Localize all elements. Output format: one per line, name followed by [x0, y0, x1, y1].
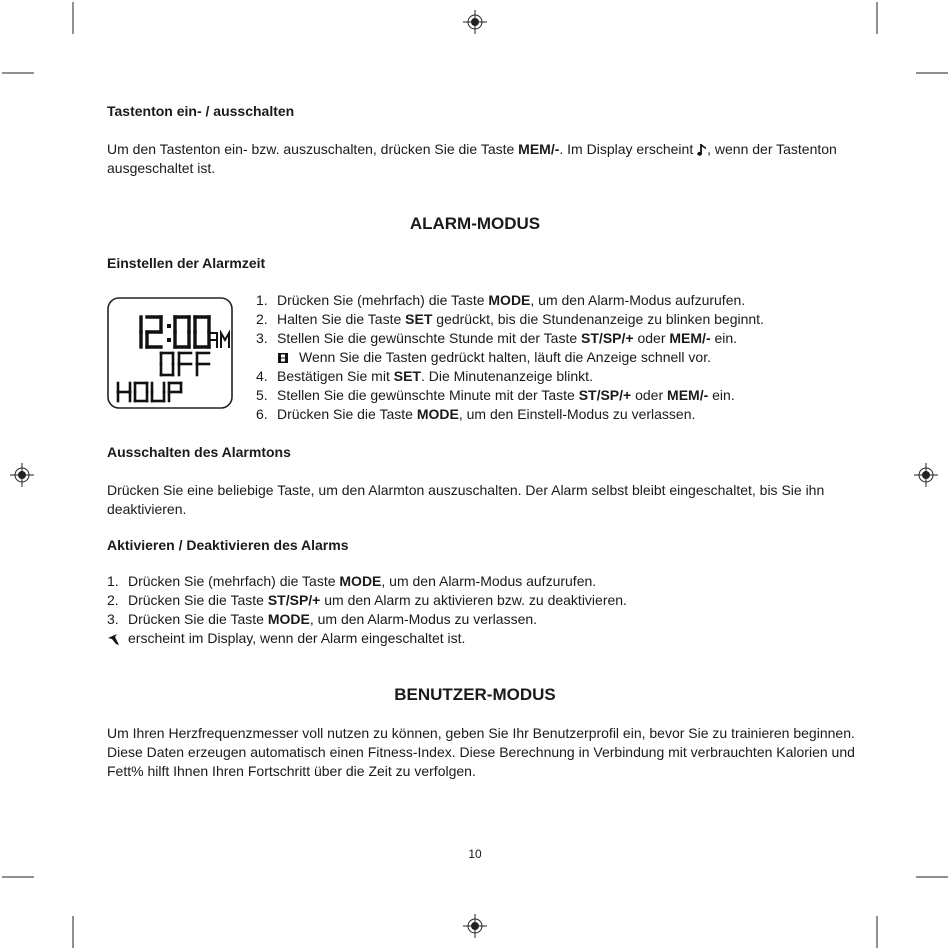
beep-heading: Tastenton ein- / ausschalten [107, 103, 295, 119]
toggle-heading: Aktivieren / Deaktivieren des Alarms [107, 537, 349, 553]
step-item [107, 610, 537, 629]
step-item [107, 629, 465, 648]
step-number: 6. [256, 406, 268, 422]
step-item [256, 329, 737, 348]
step-text: Wenn Sie die Tasten gedrückt halten, läuft die Anzeige schnell vor. [299, 349, 711, 365]
stop-tone-line-2: deaktivieren. [107, 501, 187, 517]
beep-text-pre: Um den Tastenton ein- bzw. auszuschalten, drücken Sie die Taste [107, 141, 519, 157]
beep-key: MEM/- [518, 141, 560, 157]
stop-tone-paragraph [107, 481, 867, 519]
step-number: 5. [256, 387, 268, 403]
step-number: 1. [107, 573, 119, 589]
user-mode-line-3: Fett% hilft Ihnen Ihren Fortschritt über die Zeit zu verfolgen. [107, 763, 476, 779]
beep-text-line2: ausgeschaltet ist. [107, 160, 216, 176]
beep-text-post: , wenn der Tastenton [707, 141, 837, 157]
step-number: 3. [107, 611, 119, 627]
step-number: 1. [256, 292, 268, 308]
alarm-mode-title: ALARM-MODUS [409, 214, 541, 233]
step-text: Drücken Sie (mehrfach) die Taste MODE, um den Alarm-Modus aufzurufen. [128, 573, 597, 589]
watch-display [107, 297, 233, 409]
user-mode-paragraph [107, 724, 867, 781]
user-mode-line-2: Diese Daten erzeugen automatisch einen Fitness-Index. Diese Berechnung in Verbindung mit verbrauchten Kalorien und [107, 744, 855, 760]
step-text: Stellen Sie die gewünschte Minute mit der Taste ST/SP/+ oder MEM/- ein. [277, 387, 735, 403]
step-item [256, 348, 711, 367]
beep-paragraph [107, 140, 847, 178]
user-mode-title: BENUTZER-MODUS [394, 685, 556, 704]
step-text: Drücken Sie die Taste MODE, um den Alarm-Modus zu verlassen. [128, 611, 538, 627]
step-item [256, 405, 695, 424]
step-item [256, 291, 745, 310]
step-text: Drücken Sie die Taste MODE, um den Einstell-Modus zu verlassen. [277, 406, 696, 422]
step-text: erscheint im Display, wenn der Alarm eingeschaltet ist. [128, 630, 466, 646]
step-text: Drücken Sie die Taste ST/SP/+ um den Alarm zu aktivieren bzw. zu deaktivieren. [128, 592, 627, 608]
page-number: 10 [468, 847, 482, 861]
step-text: Stellen Sie die gewünschte Stunde mit der Taste ST/SP/+ oder MEM/- ein. [277, 330, 738, 346]
step-number: 2. [256, 311, 268, 327]
info-icon [277, 352, 289, 364]
step-text: Halten Sie die Taste SET gedrückt, bis die Stundenanzeige zu blinken beginnt. [277, 311, 764, 327]
step-text: Bestätigen Sie mit SET. Die Minutenanzeige blinkt. [277, 368, 593, 384]
step-item [256, 310, 764, 329]
note-icon [697, 143, 707, 157]
step-number: 3. [256, 330, 268, 346]
step-number: 2. [107, 592, 119, 608]
step-item [107, 591, 627, 610]
step-item [256, 386, 735, 405]
step-number: 4. [256, 368, 268, 384]
step-item [256, 367, 593, 386]
step-item [107, 572, 596, 591]
beep-text-mid: . Im Display erscheint [559, 141, 698, 157]
stop-tone-line-1: Drücken Sie eine beliebige Taste, um den Alarmton auszuschalten. Der Alarm selbst bleibt eingeschaltet, bis Sie ihn [107, 482, 825, 498]
stop-tone-heading: Ausschalten des Alarmtons [107, 444, 291, 460]
user-mode-line-1: Um Ihren Herzfrequenzmesser voll nutzen zu können, geben Sie Ihr Benutzerprofil ein, bevor Sie zu trainieren beginnen. [107, 725, 855, 741]
step-text: Drücken Sie (mehrfach) die Taste MODE, um den Alarm-Modus aufzurufen. [277, 292, 746, 308]
alarm-set-heading: Einstellen der Alarmzeit [107, 255, 266, 271]
alarm-bell-icon [107, 633, 120, 646]
